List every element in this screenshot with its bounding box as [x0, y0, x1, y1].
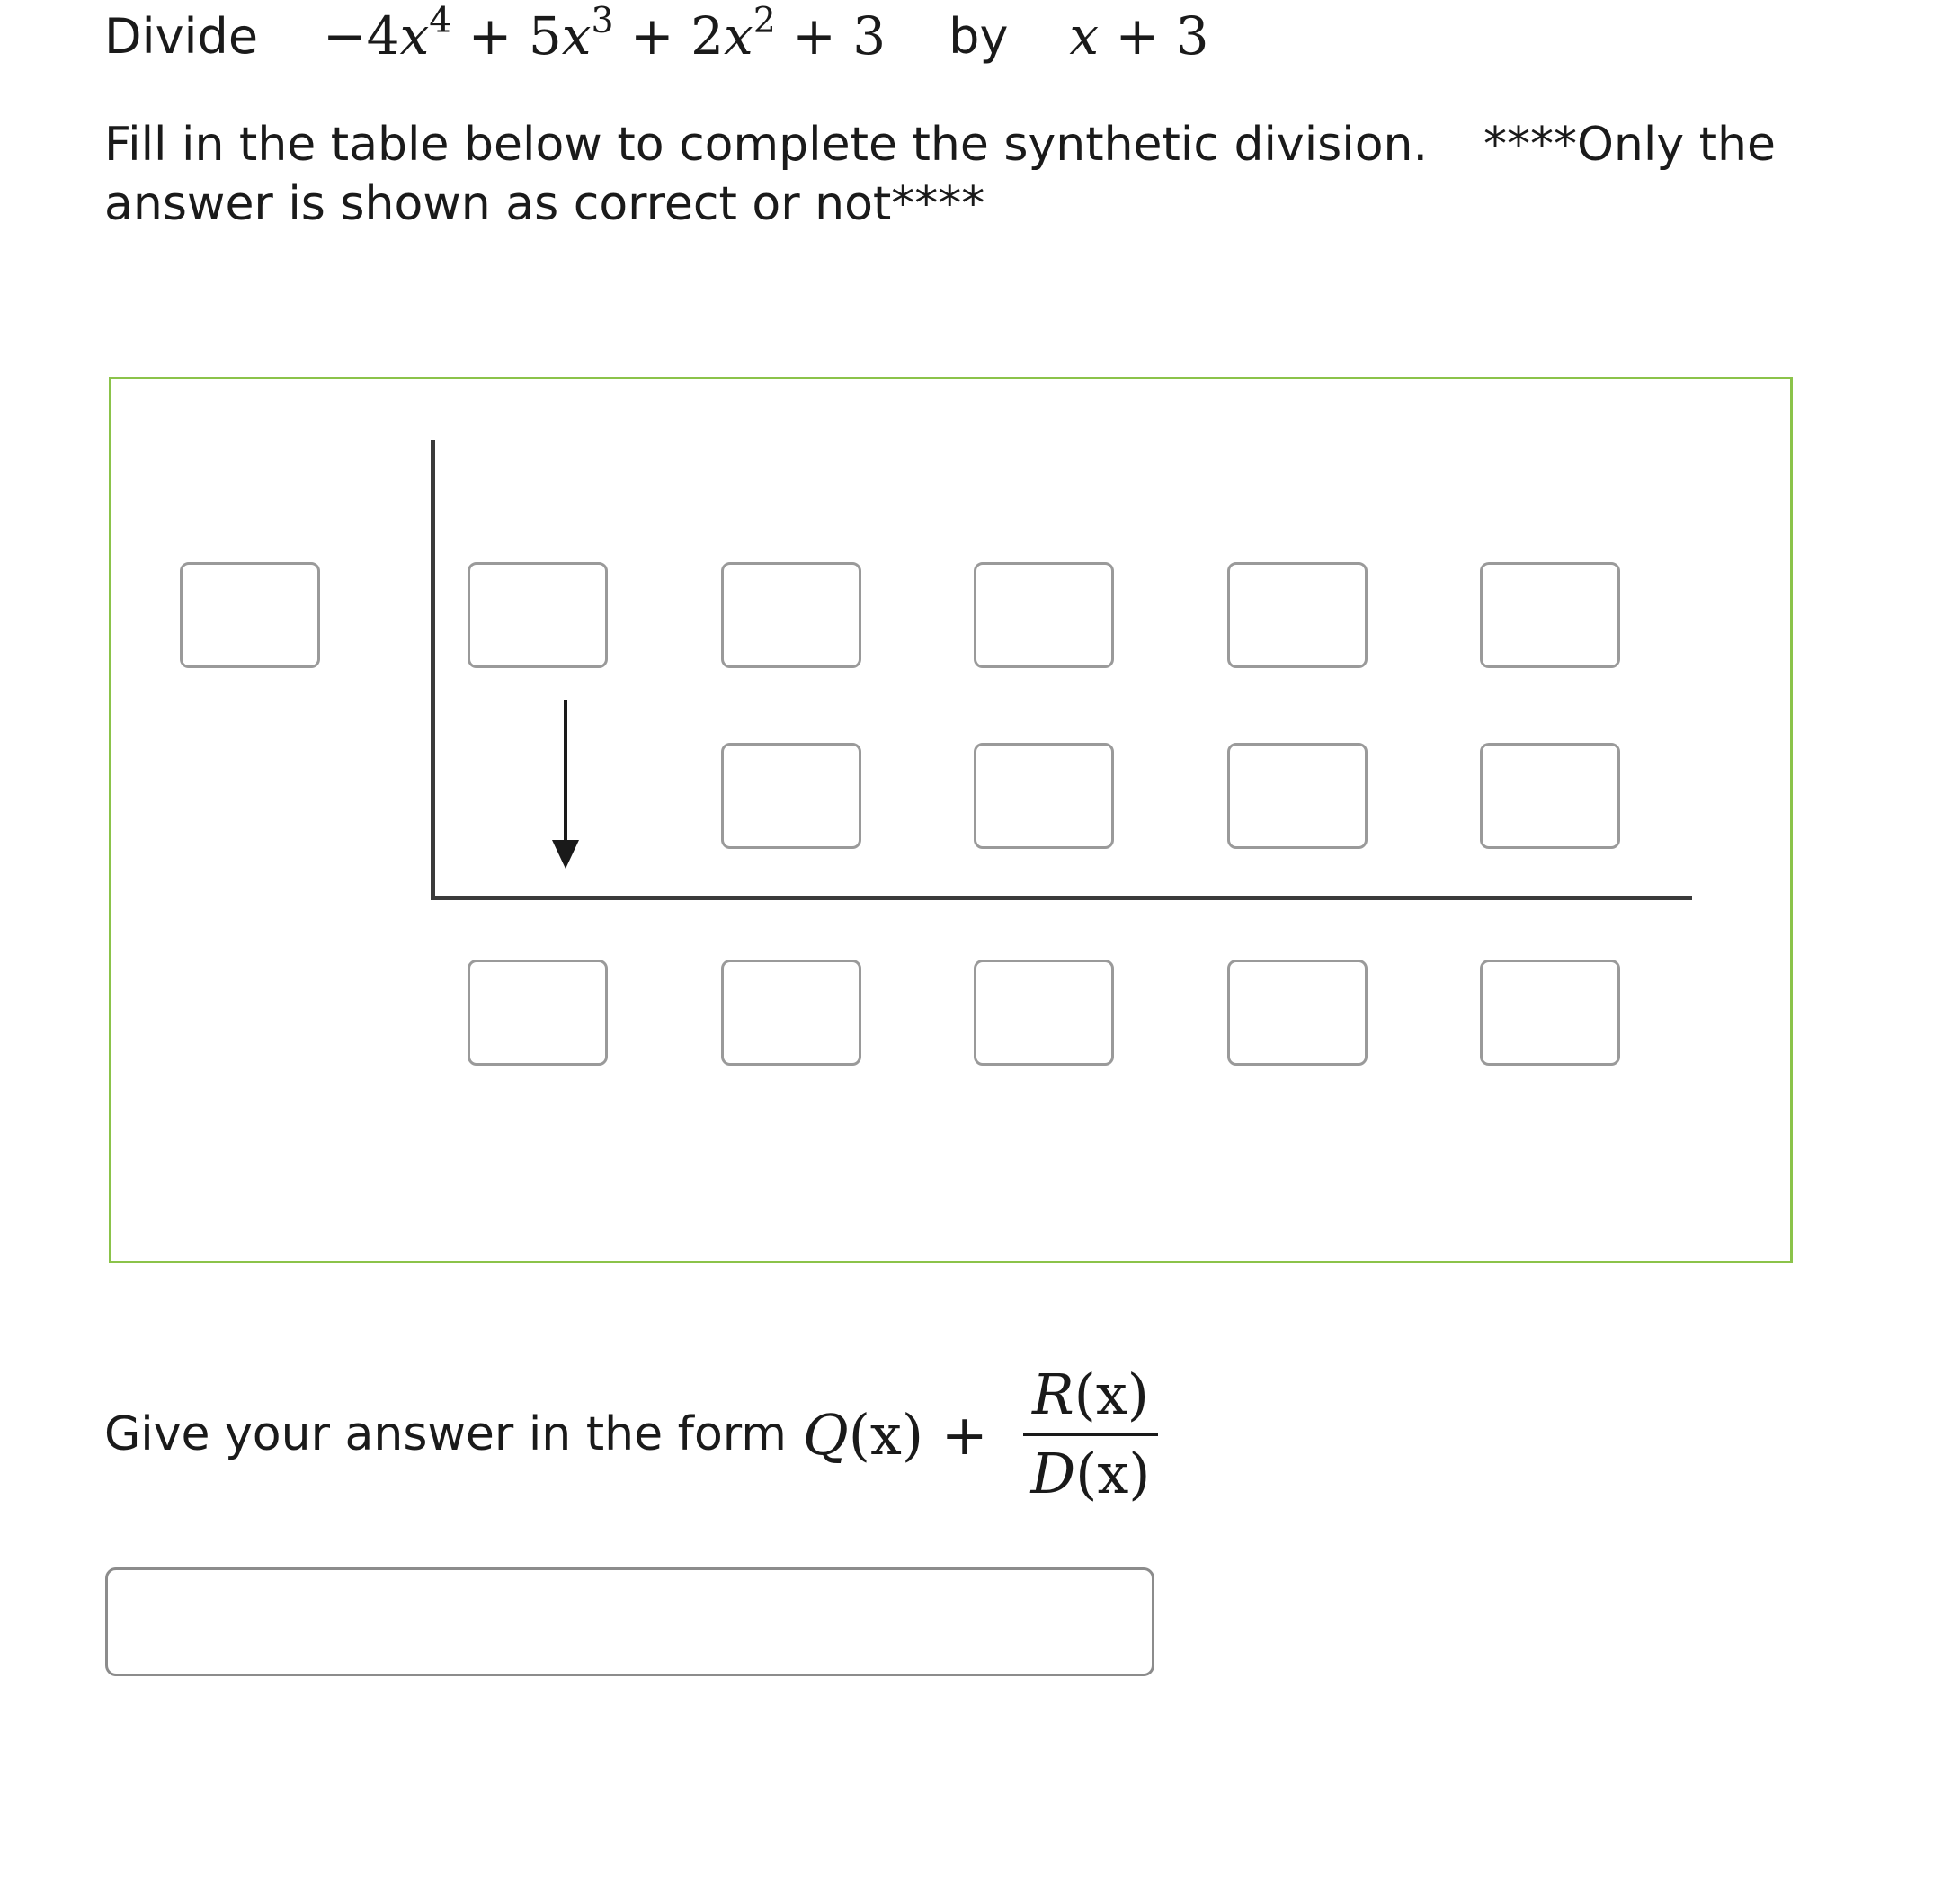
- top-row-input-4[interactable]: [1227, 562, 1368, 668]
- question-prefix: Divide: [104, 7, 259, 65]
- bottom-row-input-2[interactable]: [721, 960, 861, 1066]
- answer-prompt-text: Give your answer in the form: [104, 1407, 787, 1461]
- middle-row-input-4[interactable]: [1480, 743, 1620, 849]
- bottom-row-input-1[interactable]: [468, 960, 608, 1066]
- top-row-input-2[interactable]: [721, 562, 861, 668]
- division-bracket-horizontal: [431, 896, 1692, 900]
- divisor-polynomial: x + 3: [1069, 5, 1209, 67]
- bottom-row-input-5[interactable]: [1480, 960, 1620, 1066]
- top-row-input-1[interactable]: [468, 562, 608, 668]
- bottom-row-input-3[interactable]: [974, 960, 1114, 1066]
- top-row-input-5[interactable]: [1480, 562, 1620, 668]
- dividend-polynomial: $-4x^4 + 5x^3 + 2x^2 + 3$: [323, 0, 886, 67]
- instruction-note-1: ****Only the: [1483, 118, 1776, 172]
- middle-row-input-1[interactable]: [721, 743, 861, 849]
- question-line: [104, 0, 1209, 72]
- instruction-note-2: answer is shown as correct or not****: [104, 177, 985, 231]
- answer-form-fraction: $\frac{R(x)}{D(x)}$: [1023, 1357, 1157, 1512]
- instruction-text: [104, 115, 1831, 234]
- answer-prompt: [104, 1349, 1158, 1520]
- division-bracket-vertical: [431, 440, 435, 900]
- middle-row-input-2[interactable]: [974, 743, 1114, 849]
- divisor-value-input[interactable]: [180, 562, 320, 668]
- by-word: by: [949, 7, 1009, 65]
- down-arrow-icon: [548, 700, 584, 871]
- top-row-input-3[interactable]: [974, 562, 1114, 668]
- answer-input[interactable]: [105, 1567, 1154, 1676]
- synthetic-division-table: [109, 377, 1793, 1263]
- bottom-row-input-4[interactable]: [1227, 960, 1368, 1066]
- instruction-main: Fill in the table below to complete the synthetic division.: [104, 118, 1428, 172]
- middle-row-input-3[interactable]: [1227, 743, 1368, 849]
- answer-form-expression: Q (x) + $\frac{R(x)}{D(x)}$: [803, 1357, 1158, 1512]
